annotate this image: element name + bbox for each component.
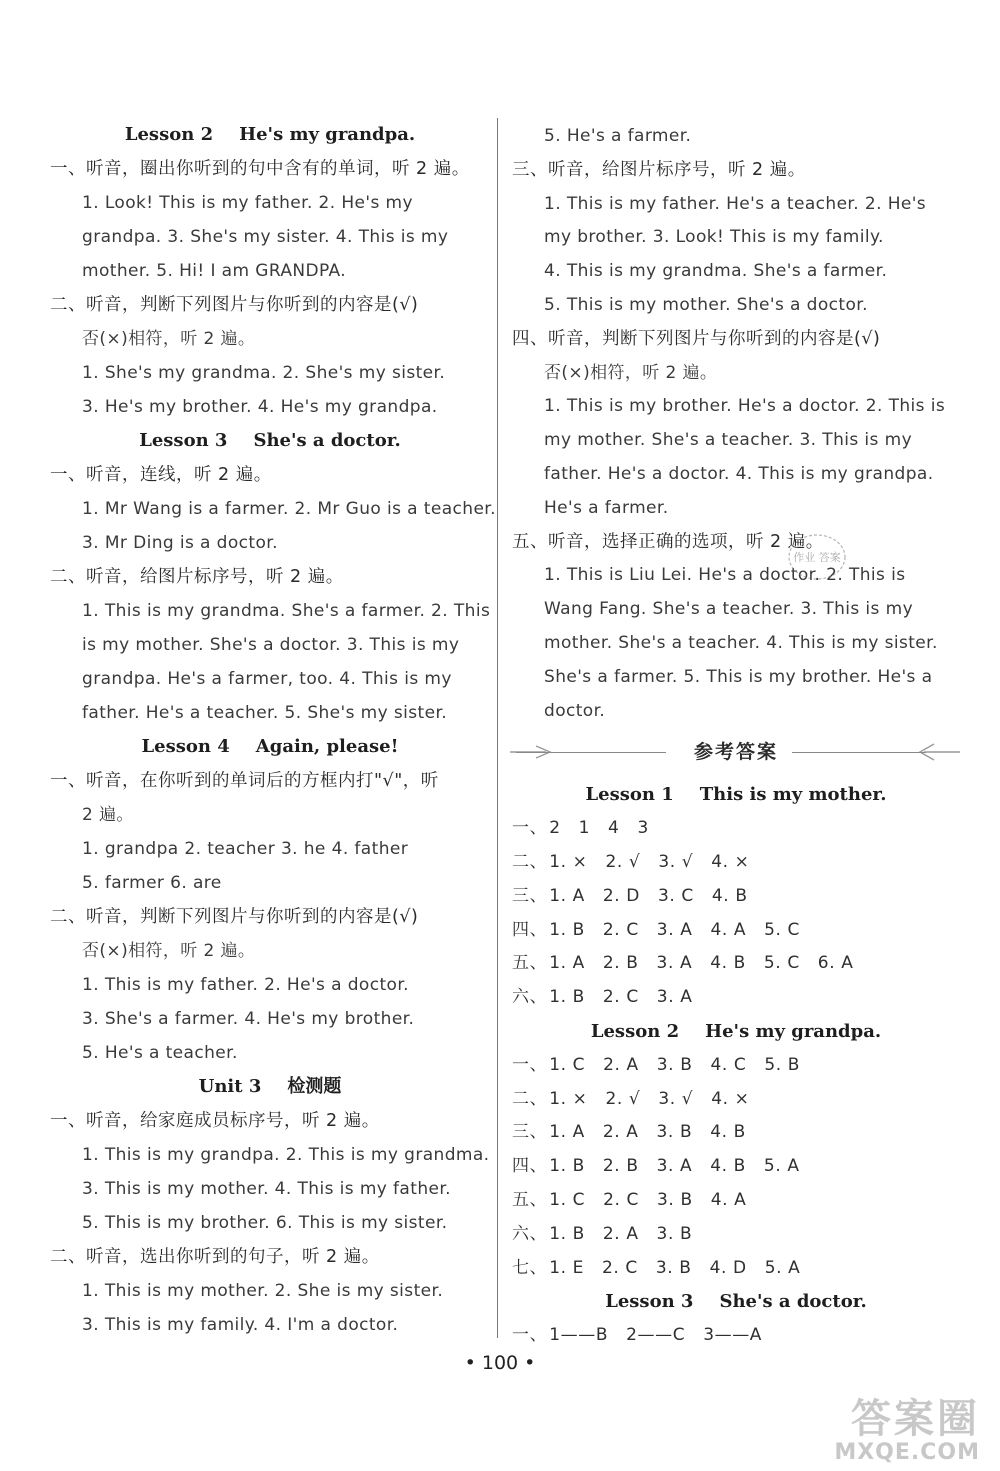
answer-item: 3. B (656, 1054, 693, 1075)
lesson-name: She's a doctor. (253, 430, 401, 451)
answer-item: 3. √ (658, 851, 694, 872)
script-line: 5. farmer 6. are (82, 873, 222, 893)
answer-row (512, 1083, 960, 1117)
answer-item: 1. A (549, 1122, 585, 1143)
answer-prefix: 三、 (512, 1122, 548, 1143)
script-line: 1. This is my mother. 2. She is my sister. (82, 1281, 444, 1301)
answer-item: 1. B (549, 1223, 585, 1244)
answer-item: 1. E (549, 1257, 584, 1278)
answer-item: 2. B (602, 1156, 639, 1177)
script-line: 2 遍。 (82, 805, 134, 825)
answer-item: 3. C (657, 885, 694, 906)
answer-row (512, 947, 960, 981)
script-line: 3. This is my mother. 4. This is my father. (82, 1179, 451, 1199)
answer-row (512, 880, 960, 914)
section-title (512, 1015, 960, 1049)
answer-item: 3. B (656, 1223, 693, 1244)
script-line: 1. This is my brother. He's a doctor. 2. This is (544, 396, 946, 417)
question-heading: 一、听音，圈出你听到的句中含有的单词，听 2 遍。 (50, 159, 470, 179)
column-divider (497, 118, 498, 1338)
answer-row (512, 1150, 960, 1184)
answer-item: 1. B (549, 1156, 585, 1177)
right-column (512, 120, 960, 1353)
answer-item: 5. C (763, 953, 800, 974)
answer-item: 4. × (711, 1088, 750, 1109)
lesson-name: She's a doctor. (719, 1291, 867, 1313)
answer-item: 1. × (549, 851, 588, 872)
script-line: 1. This is my grandma. She's a farmer. 2. This (82, 601, 491, 621)
answer-prefix: 六、 (512, 987, 548, 1008)
section-title (512, 778, 960, 812)
answer-item: 3 (637, 818, 649, 839)
answer-item: 1——B (549, 1325, 609, 1346)
answer-prefix: 六、 (512, 1223, 548, 1244)
lesson-label: Lesson 3 (139, 430, 228, 451)
answer-item: 2. C (601, 1257, 638, 1278)
script-line: 1. Look! This is my father. 2. He's my (82, 193, 413, 213)
script-line: 5. This is my brother. 6. This is my sister. (82, 1213, 448, 1233)
answer-prefix: 四、 (512, 919, 548, 940)
answer-item: 2. C (603, 1189, 640, 1210)
script-line: my brother. 3. Look! This is my family. (544, 227, 884, 248)
answer-row (512, 914, 960, 948)
answer-item: 2. √ (605, 1088, 641, 1109)
answer-item: 3. B (656, 1122, 693, 1143)
answer-item: 4. B (710, 953, 746, 974)
answer-prefix: 二、 (512, 1088, 548, 1109)
watermark-url: MXQE.COM (834, 1440, 980, 1465)
answer-item: 1 (578, 818, 591, 839)
lesson-label: Lesson 2 (590, 1020, 680, 1042)
script-line: She's a farmer. 5. This is my brother. He's a (544, 666, 933, 687)
answer-item: 2. √ (605, 851, 641, 872)
script-line: 3. This is my family. 4. I'm a doctor. (82, 1315, 399, 1335)
answer-item: 3. A (656, 1156, 693, 1177)
page-number: • 100 • (464, 1352, 536, 1374)
script-line: grandpa. 3. She's my sister. 4. This is my (82, 227, 449, 247)
script-line: 否(×)相符，听 2 遍。 (82, 941, 256, 961)
question-heading: 二、听音，判断下列图片与你听到的内容是(√) (50, 907, 419, 927)
script-line: 1. This is my grandpa. 2. This is my grandma. (82, 1145, 490, 1165)
lesson-name: He's my grandpa. (705, 1020, 882, 1042)
answer-item: 1. × (549, 1088, 588, 1109)
script-line: 否(×)相符，听 2 遍。 (82, 329, 256, 349)
answer-item: 4. × (711, 851, 750, 872)
answer-item: 5. C (764, 919, 801, 940)
question-heading: 四、听音，判断下列图片与你听到的内容是(√) (512, 328, 881, 349)
script-line: 1. She's my grandma. 2. She's my sister. (82, 363, 446, 383)
script-line: father. He's a doctor. 4. This is my grandpa. (544, 463, 934, 484)
answer-item: 2. C (602, 987, 639, 1008)
answer-item: 2. D (602, 885, 640, 906)
script-line: mother. 5. Hi! I am GRANDPA. (82, 261, 347, 281)
answer-item: 6. A (817, 953, 854, 974)
answer-item: 3. A (656, 987, 693, 1008)
answer-item: 5. A (764, 1257, 801, 1278)
script-line: mother. She's a teacher. 4. This is my sister. (544, 632, 938, 653)
answer-item: 4. B (711, 885, 748, 906)
answer-row (512, 1218, 960, 1252)
script-line: 4. This is my grandma. She's a farmer. (544, 261, 888, 282)
lesson-label: Lesson 2 (124, 124, 214, 145)
answer-key-header (512, 732, 960, 772)
answer-prefix: 一、 (512, 1325, 548, 1346)
left-column (50, 118, 496, 1342)
answer-prefix: 七、 (512, 1257, 548, 1278)
section-title (50, 730, 490, 764)
answer-prefix: 二、 (512, 851, 548, 872)
answer-item: 1. B (549, 919, 585, 940)
answer-item: 4. C (710, 1054, 747, 1075)
lesson-label: Lesson 3 (605, 1291, 694, 1313)
script-line: 1. Mr Wang is a farmer. 2. Mr Guo is a teacher. (82, 499, 496, 519)
section-title (50, 424, 490, 458)
answer-item: 1. B (549, 987, 585, 1008)
answer-item: 3. A (656, 919, 693, 940)
answer-prefix: 一、 (512, 818, 548, 839)
question-heading: 一、听音，给家庭成员标序号，听 2 遍。 (50, 1111, 380, 1131)
answer-row (512, 1116, 960, 1150)
answer-prefix: 一、 (512, 1054, 548, 1075)
section-title (50, 1070, 490, 1104)
script-line: 否(×)相符，听 2 遍。 (544, 362, 718, 383)
answer-item: 1. C (549, 1189, 586, 1210)
answer-item: 3. B (655, 1257, 692, 1278)
lesson-label: Lesson 1 (585, 784, 674, 806)
answer-row (512, 1049, 960, 1083)
answer-item: 2. B (602, 953, 639, 974)
answer-item: 3——A (703, 1325, 763, 1346)
question-heading: 三、听音，给图片标序号，听 2 遍。 (512, 159, 806, 180)
answer-item: 2——C (626, 1325, 686, 1346)
answer-key-title: 参考答案 (680, 732, 792, 772)
lesson-name: 检测题 (287, 1076, 342, 1097)
section-title (50, 118, 490, 152)
script-line: He's a farmer. (544, 497, 669, 518)
script-line: is my mother. She's a doctor. 3. This is my (82, 635, 460, 655)
section-title (512, 1285, 960, 1319)
answer-item: 3. B (657, 1189, 693, 1210)
script-line: my mother. She's a teacher. 3. This is my (544, 430, 913, 451)
answer-prefix: 五、 (512, 953, 548, 974)
lesson-name: He's my grandpa. (239, 124, 416, 145)
lesson-name: Again, please! (255, 736, 399, 757)
lesson-name: This is my mother. (699, 784, 887, 806)
script-line: 5. This is my mother. She's a doctor. (544, 294, 868, 315)
answer-item: 5. A (763, 1156, 800, 1177)
answer-item: 1. A (549, 885, 585, 906)
answer-item: 3. √ (658, 1088, 694, 1109)
script-line: 3. She's a farmer. 4. He's my brother. (82, 1009, 415, 1029)
answer-item: 2. C (602, 919, 639, 940)
answer-item: 4. A (710, 1189, 747, 1210)
question-heading: 二、听音，选出你听到的句子，听 2 遍。 (50, 1247, 380, 1267)
script-line: 1. This is my father. 2. He's a doctor. (82, 975, 409, 995)
question-heading: 二、听音，给图片标序号，听 2 遍。 (50, 567, 344, 587)
answer-item: 4 (608, 818, 620, 839)
answer-row (512, 981, 960, 1015)
answer-item: 2 (549, 818, 561, 839)
answer-row (512, 1319, 960, 1353)
answer-row (512, 1184, 960, 1218)
script-line: father. He's a teacher. 5. She's my sister. (82, 703, 448, 723)
stamp (785, 525, 849, 593)
answer-row (512, 846, 960, 880)
answer-row (512, 812, 960, 846)
question-heading: 一、听音，在你听到的单词后的方框内打"√"，听 (50, 771, 439, 791)
answer-item: 5. B (764, 1054, 801, 1075)
answer-prefix: 五、 (512, 1189, 548, 1210)
script-line: 5. He's a teacher. (82, 1043, 238, 1063)
answer-item: 1. A (549, 953, 585, 974)
question-heading: 二、听音，判断下列图片与你听到的内容是(√) (50, 295, 419, 315)
watermark (834, 1387, 980, 1465)
script-line: doctor. (544, 700, 606, 721)
script-line: 3. Mr Ding is a doctor. (82, 533, 278, 553)
script-line: 1. This is my father. He's a teacher. 2. He's (544, 193, 927, 214)
answer-item: 3. A (656, 953, 693, 974)
answer-item: 2. A (602, 1122, 639, 1143)
lesson-label: Lesson 4 (141, 736, 230, 757)
script-line: 1. This is Liu Lei. He's a doctor. 2. This is (544, 565, 906, 586)
right-exercises (512, 120, 960, 728)
script-line: Wang Fang. She's a teacher. 3. This is my (544, 599, 914, 620)
lesson-label: Unit 3 (198, 1076, 262, 1097)
script-line: 1. grandpa 2. teacher 3. he 4. father (82, 839, 409, 859)
answer-key (512, 778, 960, 1353)
answer-item: 2. A (602, 1223, 639, 1244)
question-heading: 一、听音，连线，听 2 遍。 (50, 465, 272, 485)
watermark-logo: 答案圈 (851, 1396, 980, 1442)
answer-item: 1. C (549, 1054, 586, 1075)
answer-item: 4. A (710, 919, 747, 940)
answer-prefix: 四、 (512, 1156, 548, 1177)
question-heading: 五、听音，选择正确的选项，听 2 遍。 (512, 531, 824, 552)
answer-item: 2. A (603, 1054, 639, 1075)
script-line: 3. He's my brother. 4. He's my grandpa. (82, 397, 438, 417)
answer-row (512, 1252, 960, 1286)
svg-text:作业 答案: 作业 答案 (793, 551, 841, 564)
script-line: 5. He's a farmer. (544, 126, 692, 146)
script-line: grandpa. He's a farmer, too. 4. This is my (82, 669, 452, 689)
answer-item: 4. D (709, 1257, 747, 1278)
answer-item: 4. B (710, 1156, 746, 1177)
answer-item: 4. B (710, 1122, 746, 1143)
answer-prefix: 三、 (512, 885, 548, 906)
